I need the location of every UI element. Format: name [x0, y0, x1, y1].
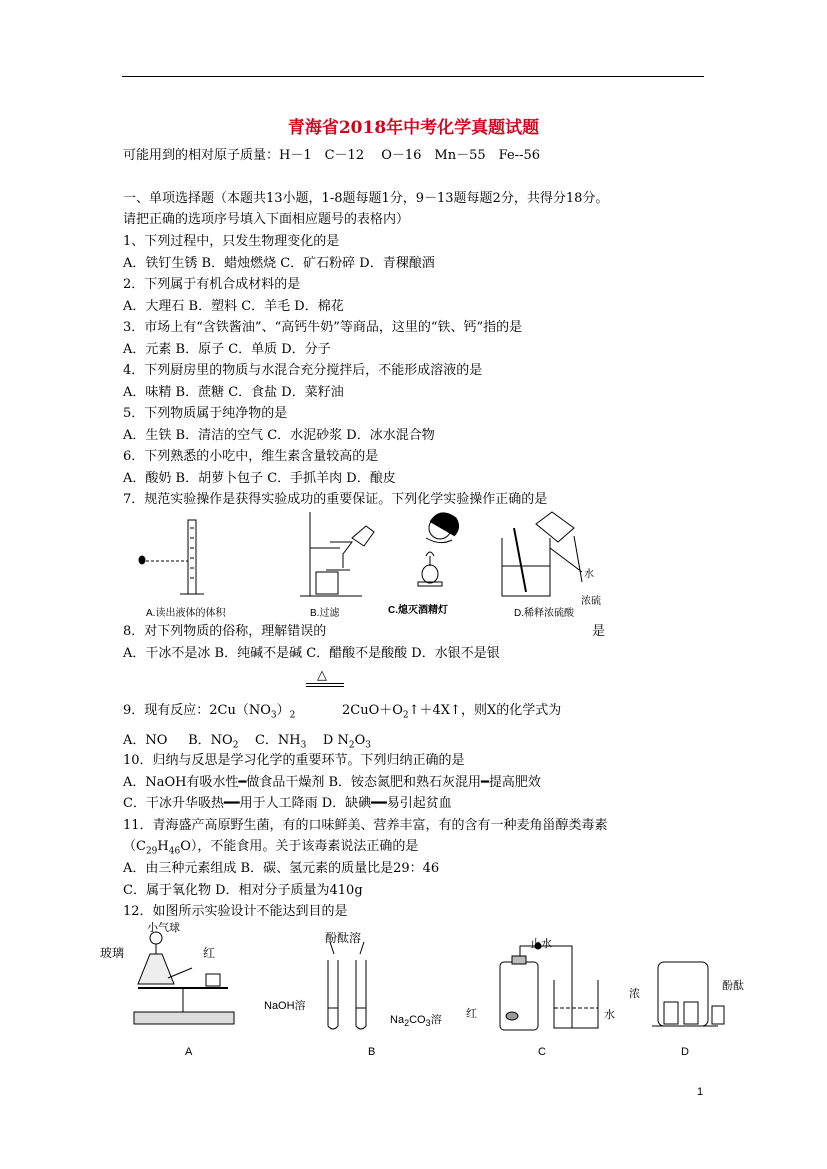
q9-text-1: 9．现有反应：2Cu（NO — [123, 703, 271, 718]
q11-sub-2: 46 — [168, 846, 181, 857]
q9-opt-d-sub1: 2 — [348, 740, 355, 751]
q12-label-na2co3 — [390, 1011, 442, 1028]
question-6-options: A．酸奶 B．胡萝卜包子 C．手抓羊肉 D．酿皮 — [123, 471, 396, 486]
reaction-arrow-line-1 — [306, 683, 344, 684]
q9-text-3: 2CuO＋O — [342, 703, 403, 718]
q12-label-balloon: 小气球 — [147, 921, 180, 934]
q12-label-red-2: 红 — [466, 1007, 477, 1020]
q7-caption-c: C.熄灭酒精灯 — [388, 605, 448, 616]
q7-apparatus-figure — [130, 508, 630, 618]
q12-label-stop-water: 止水 — [530, 937, 552, 950]
q9-opt-d-mid: O — [354, 733, 366, 748]
q11-sub-1: 29 — [145, 846, 158, 857]
question-5-options: A．生铁 B．清洁的空气 C．水泥砂浆 D．冰水混合物 — [123, 428, 435, 443]
question-3-options: A．元素 B．原子 C．单质 D．分子 — [123, 342, 331, 357]
question-12: 12．如图所示实验设计不能达到目的是 — [123, 904, 348, 919]
atomic-masses: 可能用到的相对原子质量：H－1 C－12 O－16 Mn－55 Fe--56 — [123, 148, 540, 163]
q9-opt-a: A．NO — [123, 733, 168, 748]
question-8: 8．对下列物质的俗称，理解错误的 — [123, 624, 327, 639]
question-6: 6．下列熟悉的小吃中，维生素含量较高的是 — [123, 449, 379, 464]
q12-label-red: 红 — [203, 946, 216, 960]
q9-opt-c: C．NH — [254, 733, 301, 748]
q12-label-concentrated: 浓 — [629, 987, 640, 1000]
question-9 — [123, 703, 295, 724]
question-8-end: 是 — [592, 624, 606, 639]
question-9-products — [342, 703, 561, 724]
header-rule — [122, 76, 704, 77]
question-2-options: A．大理石 B．塑料 C．羊毛 D．棉花 — [123, 299, 344, 314]
q9-opt-b: B．NO — [188, 733, 233, 748]
q12-label-glass: 玻璃 — [100, 946, 125, 960]
reaction-heat-symbol: △ — [317, 668, 327, 683]
q9-opt-d-sub2: 3 — [365, 740, 371, 751]
question-1-options: A．铁钉生锈 B．蜡烛燃烧 C．矿石粉碎 D．青稞酿酒 — [123, 256, 435, 271]
q9-opt-c-sub: 3 — [300, 740, 307, 751]
na2co3-sub-2: 3 — [425, 1018, 431, 1029]
q9-sub-3: 2 — [402, 710, 409, 721]
reaction-arrow-line-2 — [306, 686, 344, 687]
q9-opt-b-sub: 2 — [232, 740, 239, 751]
q12-label-naoh: NaOH溶 — [264, 1000, 306, 1012]
question-11-options-ab: A．由三种元素组成 B．碳、氢元素的质量比是29：46 — [123, 861, 440, 876]
q11-text-2: O），不能食用。关于该毒素说法正确的是 — [180, 839, 419, 854]
question-11-options-cd: C．属于氧化物 D．相对分子质量为410g — [123, 883, 363, 898]
na2co3-text-1: Na — [390, 1014, 405, 1026]
question-4: 4．下列厨房里的物质与水混合充分搅拌后，不能形成溶液的是 — [123, 363, 483, 378]
q11-text-h: H — [157, 839, 169, 854]
q9-sub-2: 2 — [289, 710, 296, 721]
q11-text-1: （C — [123, 839, 146, 854]
page-number: 1 — [697, 1086, 704, 1098]
q7-caption-b: B.过滤 — [310, 608, 340, 619]
na2co3-sub-1: 2 — [404, 1018, 410, 1029]
q12-caption-b: B — [368, 1046, 376, 1058]
q12-caption-d: D — [681, 1046, 689, 1058]
q12-caption-c: C — [538, 1046, 546, 1058]
section-instructions-2: 请把正确的选项序号填入下面相应题号的表格内） — [123, 212, 410, 227]
question-11-line-2 — [123, 839, 418, 860]
q12-label-phenolphthalein: 酚酞溶 — [325, 931, 362, 945]
question-8-options: A．干冰不是冰 B．纯碱不是碱 C．醋酸不是酸酸 D．水银不是银 — [123, 646, 500, 661]
q7-label-conc: 浓硫 — [581, 596, 601, 607]
question-9-options — [123, 733, 371, 754]
q9-text-2: ） — [276, 703, 290, 718]
question-5: 5．下列物质属于纯净物的是 — [123, 406, 288, 421]
q12-label-phenolphthalein-2: 酚酞 — [722, 979, 744, 992]
section-instructions-1: 一、单项选择题（本题共13小题，1-8题每题1分，9－13题每题2分，共得分18分。 — [123, 191, 609, 206]
na2co3-text-2: CO — [409, 1014, 426, 1026]
q12-caption-a: A — [185, 1046, 193, 1058]
q7-caption-d: D.稀释浓硫酸 — [514, 608, 574, 619]
question-4-options: A．味精 B．蔗糖 C．食盐 D．菜籽油 — [123, 385, 344, 400]
question-11-line-1: 11．青海盛产高原野生菌，有的口味鲜美、营养丰富，有的含有一种麦角甾醇类毒素 — [123, 818, 608, 833]
question-10: 10．归纳与反思是学习化学的重要环节。下列归纳正确的是 — [123, 753, 465, 768]
na2co3-text-3: 溶 — [430, 1014, 442, 1026]
question-7: 7．规范实验操作是获得实验成功的重要保证。下列化学实验操作正确的是 — [123, 492, 548, 507]
question-3: 3．市场上有“含铁酱油”、“高钙牛奶”等商品，这里的“铁、钙”指的是 — [123, 320, 523, 335]
q7-caption-a: A.读出液体的体积 — [146, 608, 226, 619]
q9-opt-d: D N — [322, 733, 349, 748]
q12-label-water: 水 — [604, 1008, 615, 1021]
q7-label-water: 水 — [584, 569, 594, 580]
question-2: 2．下列属于有机合成材料的是 — [123, 277, 301, 292]
question-1: 1、下列过程中，只发生物理变化的是 — [123, 234, 340, 249]
q9-text-4: ↑＋4X↑，则X的化学式为 — [408, 703, 562, 718]
question-10-options-cd: C．干冰升华吸热━━用于人工降雨 D．缺碘━━易引起贫血 — [123, 796, 452, 811]
q9-sub-1: 3 — [270, 710, 277, 721]
page-title: 青海省2018年中考化学真题试题 — [287, 118, 540, 138]
question-10-options-ab: A．NaOH有吸水性━做食品干燥剂 B．铵态氮肥和熟石灰混用━提高肥效 — [123, 775, 541, 790]
